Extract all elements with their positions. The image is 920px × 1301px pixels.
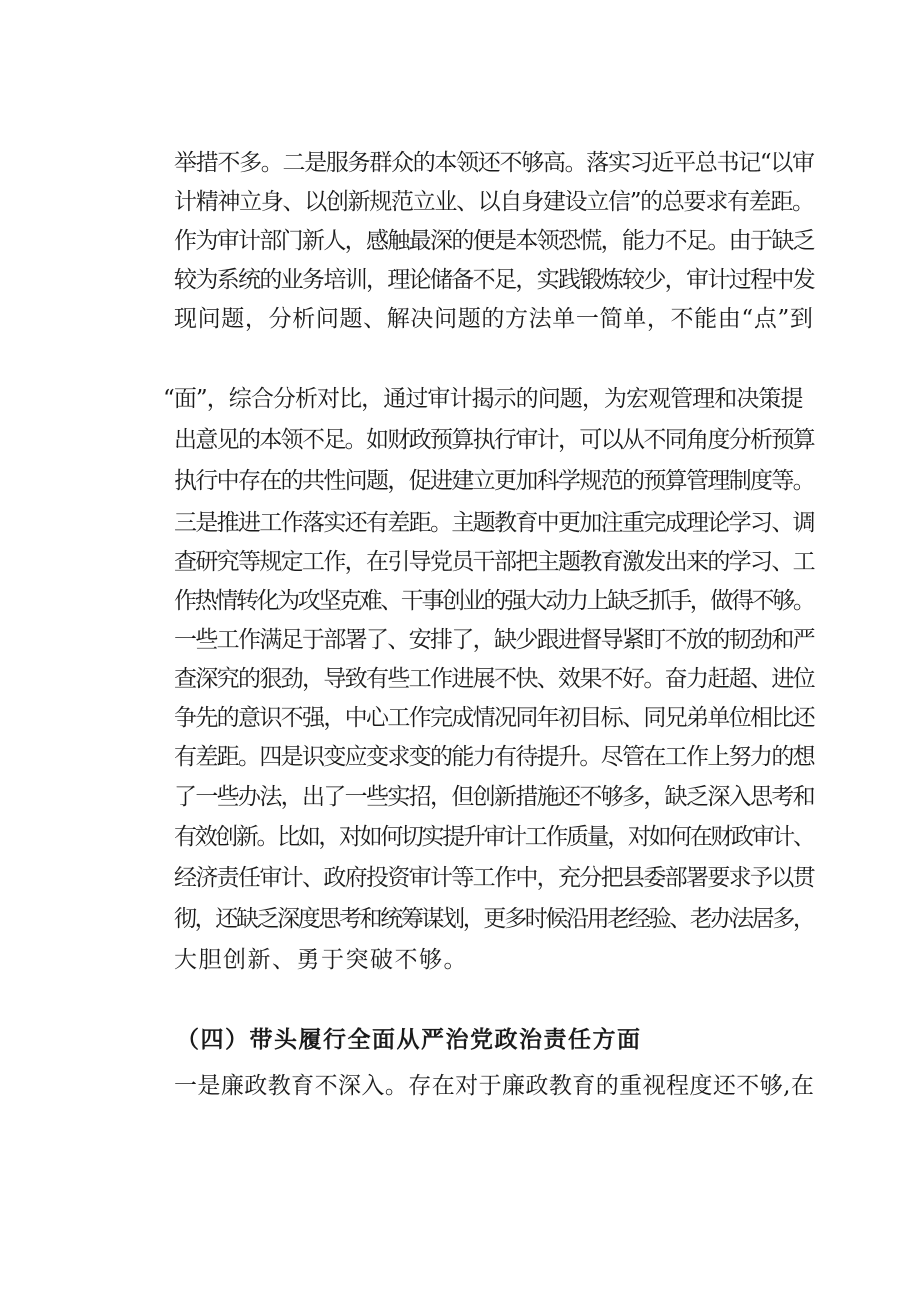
body-line: “面”，综合分析对比，通过审计揭示的问题，为宏观管理和决策提	[163, 386, 803, 412]
body-line: 查深究的狠劲，导致有些工作进展不快、效果不好。奋力赶超、进位	[174, 666, 815, 692]
body-line: 了一些办法，出了一些实招，但创新措施还不够多，缺乏深入思考和	[174, 784, 815, 810]
body-line: 一是廉政教育不深入。存在对于廉政教育的重视程度还不够,在	[174, 1073, 815, 1099]
body-line: 较为系统的业务培训，理论储备不足，实践锻炼较少，审计过程中发	[174, 267, 815, 293]
body-line: 计精神立身、以创新规范立业、以自身建设立信”的总要求有差距。	[174, 189, 814, 215]
body-line: 作热情转化为攻坚克难、干事创业的强大动力上缺乏抓手，做得不够。	[174, 588, 814, 614]
body-line: 举措不多。二是服务群众的本领还不够高。落实习近平总书记“以审	[174, 150, 814, 176]
body-line: 现问题，分析问题、解决问题的方法单一简单，不能由“点”到	[174, 306, 814, 332]
body-line: 争先的意识不强，中心工作完成情况同年初目标、同兄弟单位相比还	[174, 705, 815, 731]
body-line: 作为审计部门新人，感触最深的便是本领恐慌，能力不足。由于缺乏	[174, 228, 815, 254]
body-line: 执行中存在的共性问题，促进建立更加科学规范的预算管理制度等。	[174, 468, 815, 494]
body-line: 三是推进工作落实还有差距。主题教育中更加注重完成理论学习、调	[174, 510, 815, 536]
body-line: 彻，还缺乏深度思考和统筹谋划，更多时候沿用老经验、老办法居多，	[174, 906, 814, 932]
body-line: 出意见的本领不足。如财政预算执行审计，可以从不同角度分析预算	[174, 427, 815, 453]
body-line: 有差距。四是识变应变求变的能力有待提升。尽管在工作上努力的想	[174, 744, 815, 770]
body-line: 大胆创新、勇于突破不够。	[174, 947, 468, 973]
body-line: 经济责任审计、政府投资审计等工作中，充分把县委部署要求予以贯	[174, 865, 815, 891]
section-heading: （四）带头履行全面从严治党政治责任方面	[176, 1026, 642, 1053]
body-line: 一些工作满足于部署了、安排了，缺少跟进督导紧盯不放的韧劲和严	[174, 627, 815, 653]
body-line: 查研究等规定工作，在引导党员干部把主题教育激发出来的学习、工	[174, 549, 815, 575]
body-line: 有效创新。比如，对如何切实提升审计工作质量，对如何在财政审计、	[174, 824, 814, 850]
